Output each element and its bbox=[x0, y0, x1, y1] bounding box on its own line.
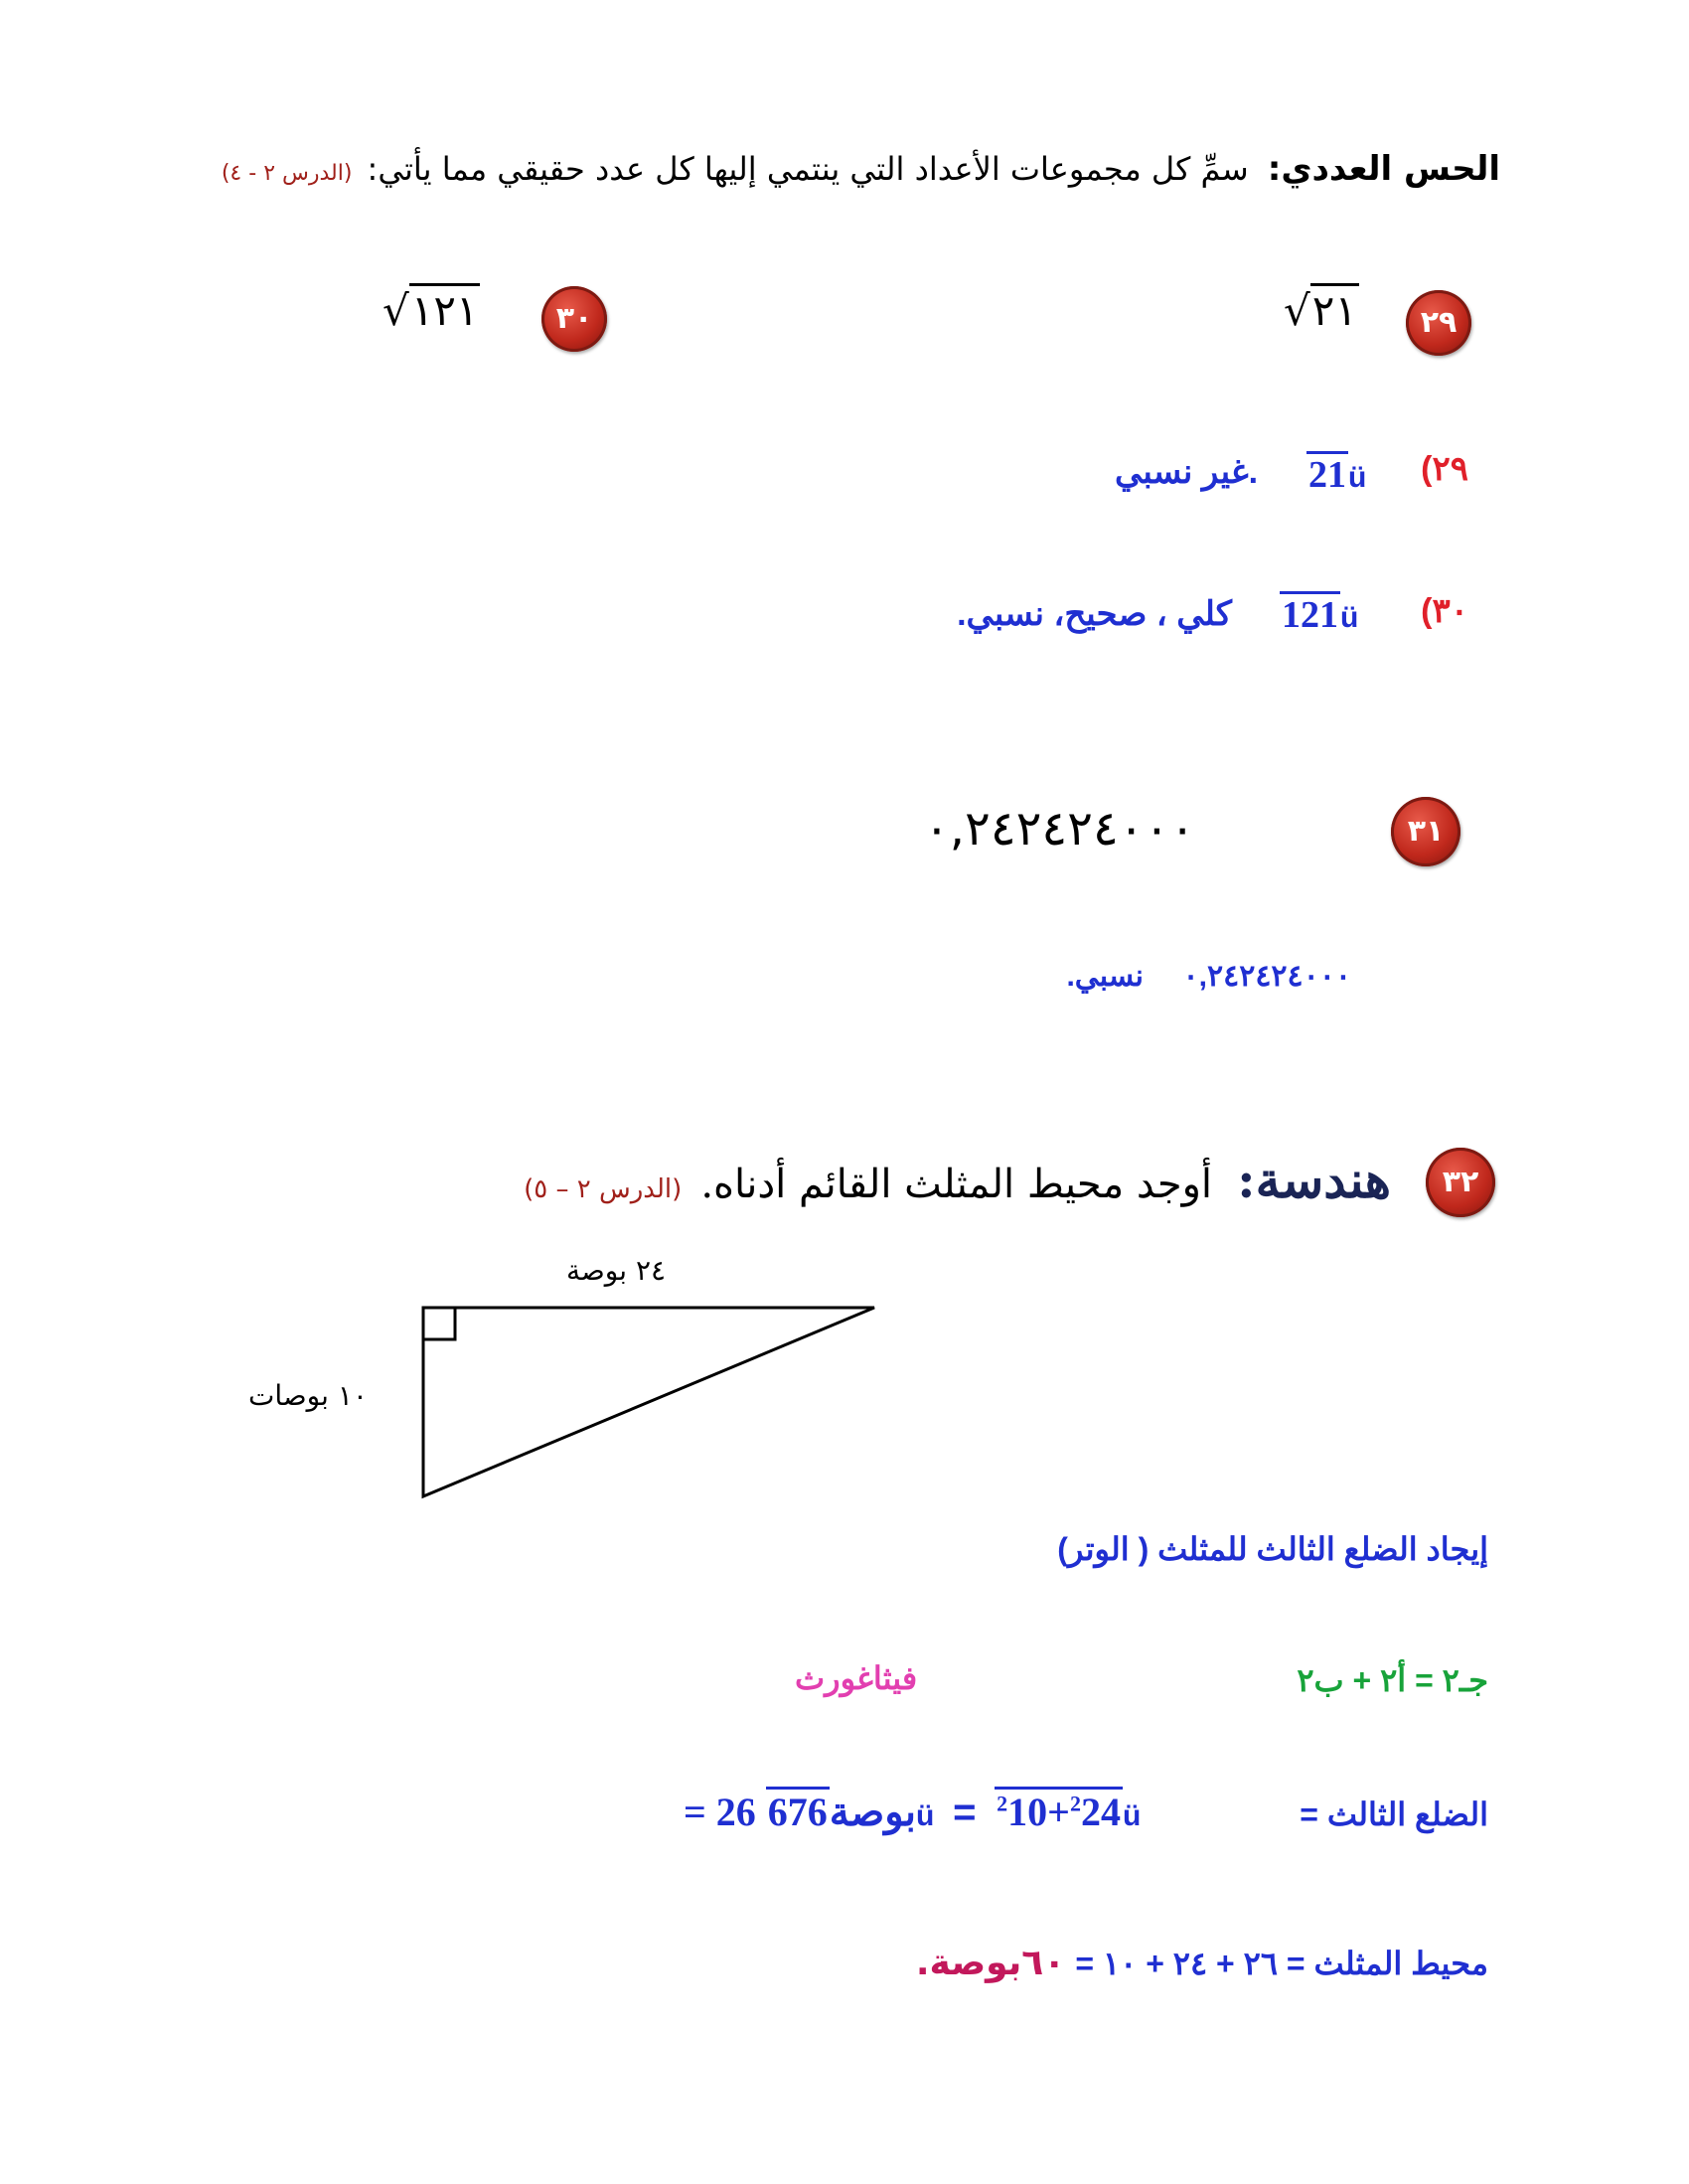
q31-value bbox=[924, 801, 1195, 857]
section1-instruction: سمِّ كل مجموعات الأعداد التي ينتمي إليها كل عدد حقيقي مما يأتي: bbox=[367, 150, 1249, 188]
pythagorean-formula: جـ٢ = أ٢ + ب٢ bbox=[1297, 1662, 1488, 1698]
perimeter-expression: محيط المثلث = ٢٦ + ٢٤ + ١٠ = bbox=[1075, 1946, 1488, 1981]
q29-radical-sign: √ bbox=[1284, 286, 1310, 335]
q30-radical bbox=[383, 286, 480, 335]
solution-formula bbox=[1297, 1661, 1488, 1699]
q30-answer-number: (٣٠ bbox=[1421, 592, 1468, 630]
section1-title: الحس العددي: bbox=[1267, 149, 1500, 189]
perimeter-result: ٦٠بوصة. bbox=[915, 1943, 1066, 1983]
solution-find-label: إيجاد الضلع الثالث للمثلث ( الوتر) bbox=[1057, 1531, 1488, 1567]
q32-title: هندسة: bbox=[1237, 1151, 1391, 1209]
q30-badge: ٣٠ bbox=[541, 286, 607, 352]
third-side-result: = 26 بوصة bbox=[684, 1790, 917, 1834]
q29-answer-body bbox=[1115, 452, 1282, 492]
q32-lesson: (الدرس ٢ – ٥) bbox=[524, 1174, 683, 1204]
q32-heading bbox=[524, 1151, 1391, 1209]
q29-answer-text: غير نسبي. bbox=[1115, 453, 1259, 491]
q29-radical bbox=[1284, 286, 1359, 335]
q29-answer-sqrt-symbol: ü bbox=[1348, 461, 1367, 494]
third-side-equals: = bbox=[953, 1791, 977, 1834]
pythagoras-label: فيثاغورث bbox=[795, 1660, 918, 1696]
q31-badge: ٣١ bbox=[1391, 797, 1460, 866]
q30-radicand: ١٢١ bbox=[409, 283, 481, 335]
q32-badge: ٣٢ bbox=[1426, 1148, 1495, 1217]
q30-radical-sign: √ bbox=[383, 286, 409, 335]
solution-pythagoras bbox=[795, 1659, 917, 1697]
third-side-term-10: 10+ bbox=[1007, 1790, 1070, 1834]
q29-answer-radicand: 21 bbox=[1306, 451, 1348, 496]
right-angle-marker bbox=[423, 1308, 455, 1339]
q30-answer-radicand: 121 bbox=[1280, 591, 1340, 636]
third-side-expression bbox=[684, 1789, 1141, 1835]
q30-answer-radical bbox=[1280, 592, 1358, 637]
q29-answer-radical bbox=[1306, 452, 1366, 497]
perimeter-line bbox=[916, 1943, 1488, 1983]
third-side-label: الضلع الثالث = bbox=[1300, 1796, 1488, 1832]
q31-answer bbox=[1066, 959, 1351, 994]
q31-number: ٠,٢٤٢٤٢٤٠٠٠ bbox=[924, 801, 1196, 857]
q29-answer bbox=[1421, 449, 1468, 489]
triangle-shape bbox=[423, 1308, 874, 1496]
q29-badge: ٢٩ bbox=[1406, 290, 1471, 356]
q30-answer-text: كلي ، صحيح، نسبي. bbox=[957, 595, 1232, 633]
third-side-root-radicand: 676 bbox=[766, 1787, 830, 1834]
section1-heading bbox=[222, 149, 1500, 189]
third-side-term-24: 24 bbox=[1080, 1790, 1121, 1834]
triangle-side-label: ١٠ بوصات bbox=[248, 1379, 368, 1412]
triangle-top-label: ٢٤ بوصة bbox=[566, 1254, 667, 1287]
third-side-sum-radicand: $^2$10+$^2$24 bbox=[995, 1787, 1123, 1834]
section1-lesson: (الدرس ٢ - ٤) bbox=[221, 161, 353, 186]
third-side-sqrt-symbol-2: ü bbox=[1122, 1799, 1142, 1832]
q30-answer-body bbox=[957, 594, 1232, 634]
q32-instruction: أوجد محيط المثلث القائم أدناه. bbox=[700, 1162, 1213, 1207]
third-side-label-wrap bbox=[1300, 1795, 1488, 1833]
q29-radicand: ٢١ bbox=[1310, 283, 1359, 335]
solution-find-text bbox=[1057, 1530, 1488, 1568]
q30-answer bbox=[1421, 591, 1468, 631]
third-side-sqrt-symbol-1: ü bbox=[916, 1799, 935, 1832]
q31-answer-value: ٠,٢٤٢٤٢٤٠٠٠ bbox=[1182, 960, 1351, 993]
q30-answer-sqrt-symbol: ü bbox=[1340, 601, 1359, 634]
q29-answer-number: (٢٩ bbox=[1421, 450, 1468, 488]
q31-answer-text: نسبي. bbox=[1066, 960, 1144, 993]
